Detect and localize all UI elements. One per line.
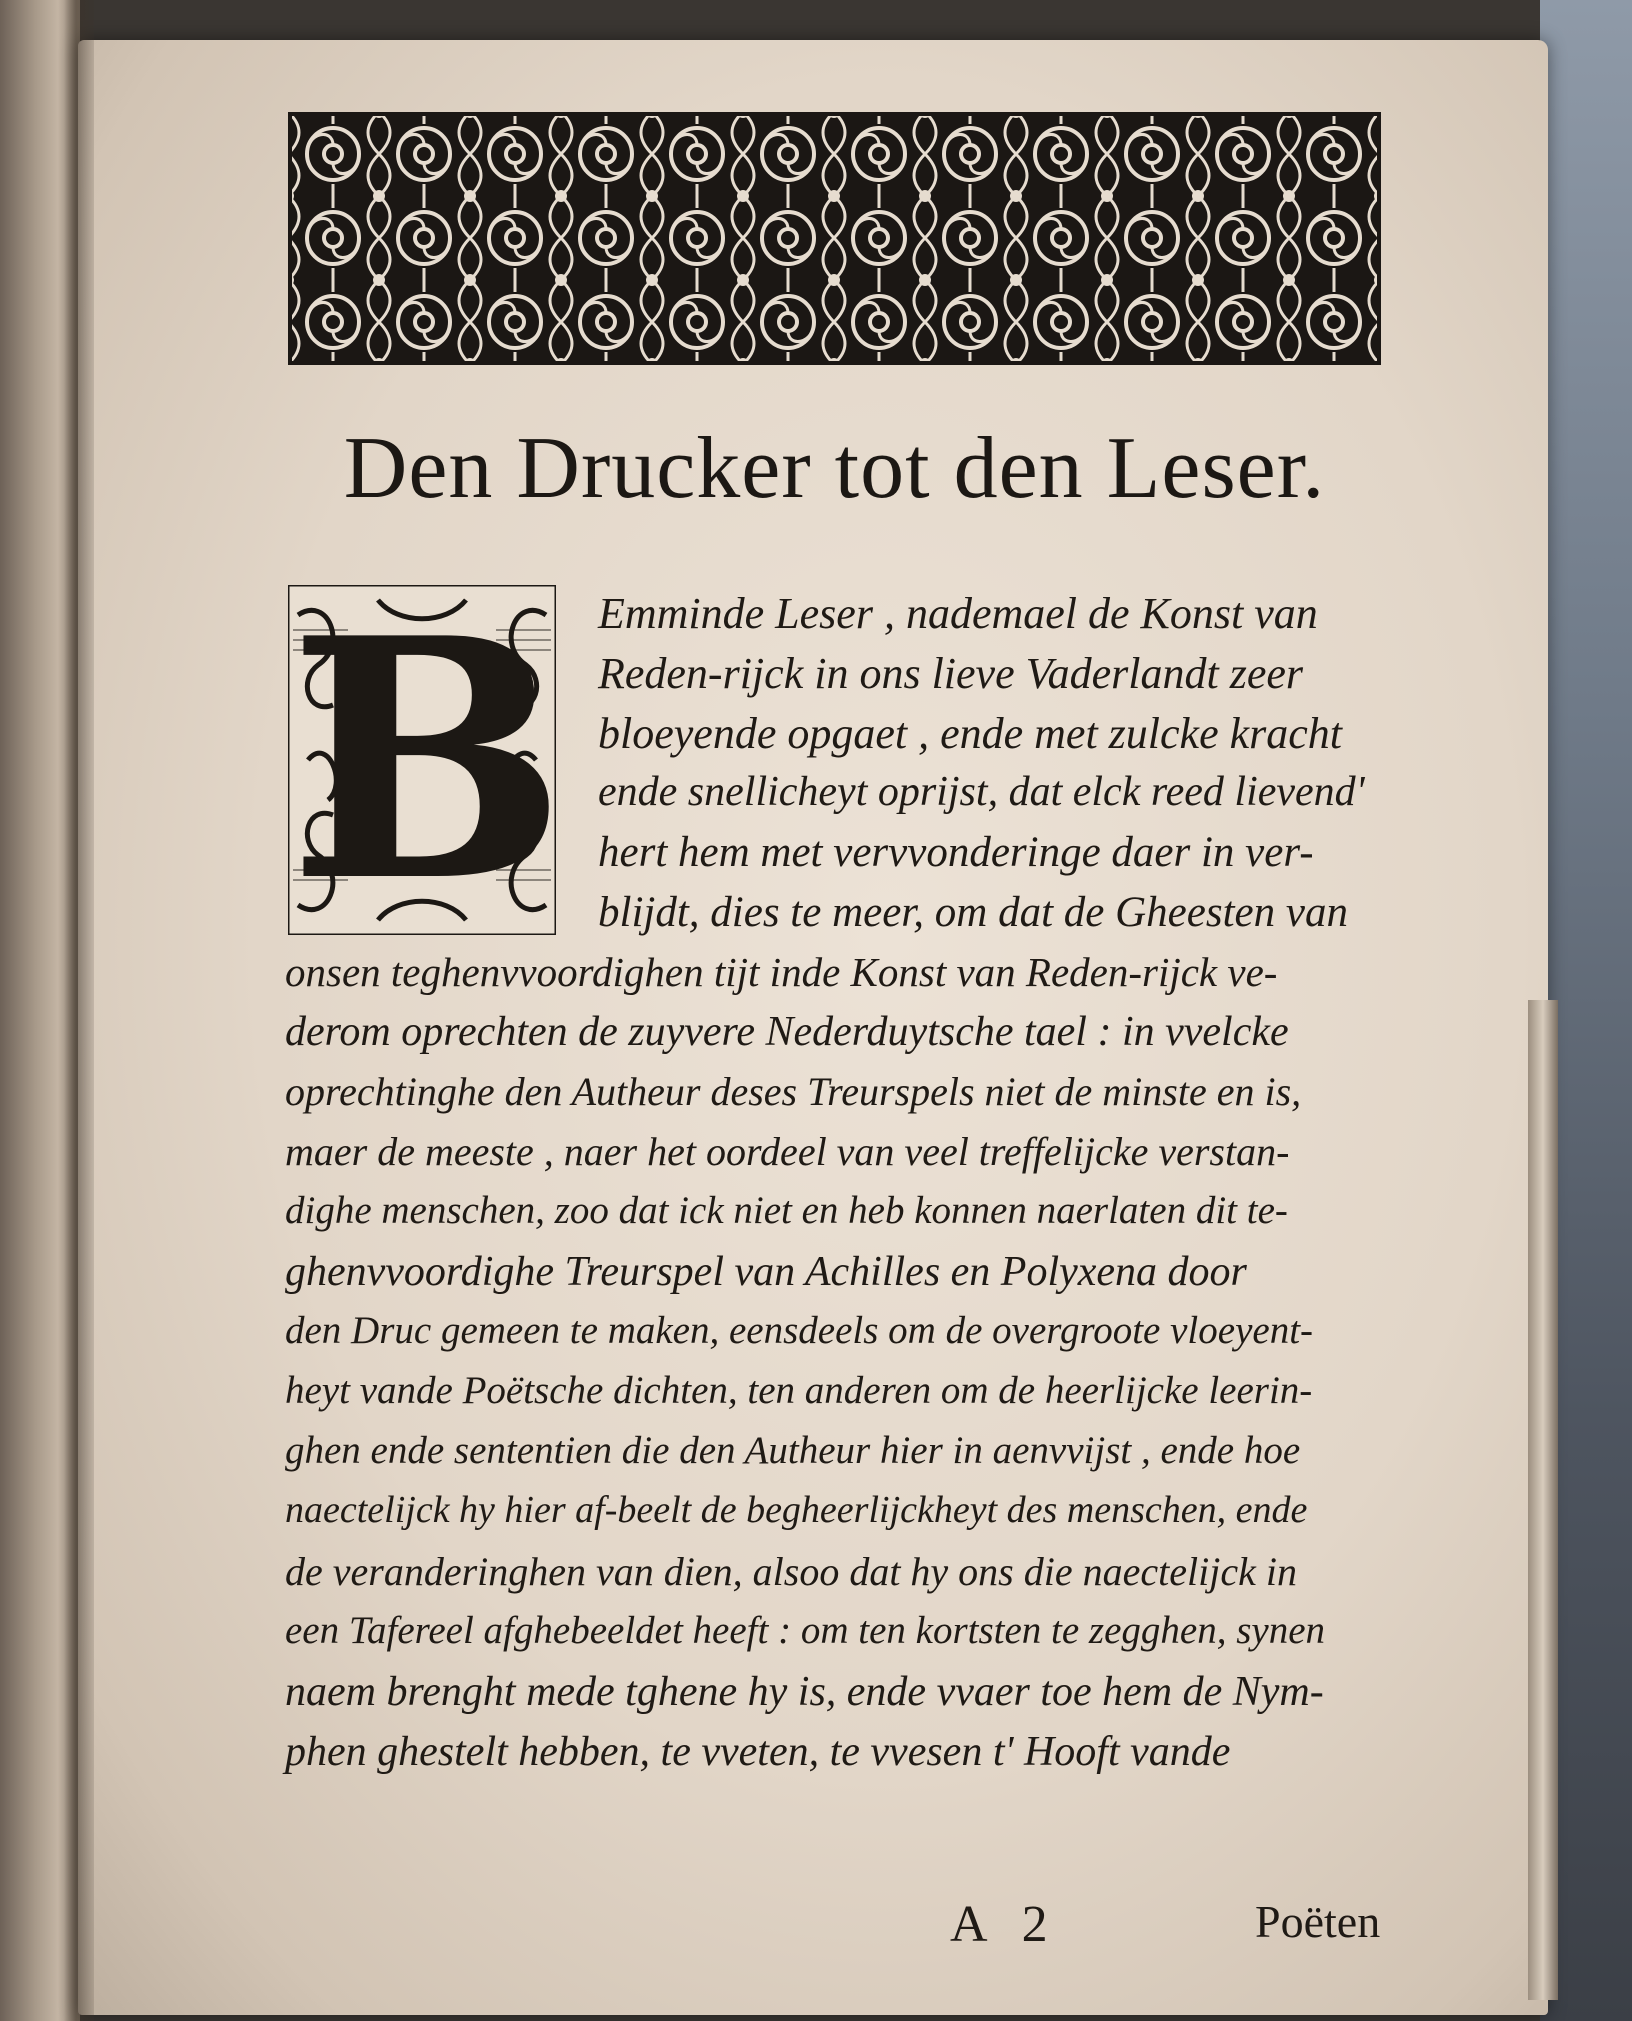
text-line-6: blijdt, dies te meer, om dat de Gheesten van: [598, 889, 1348, 936]
text-line-15: ghen ende sententien die den Autheur hier in aenvvijst , ende hoe: [285, 1429, 1301, 1472]
initial-letter-b: B: [288, 566, 567, 954]
text-line-4: ende snellicheyt oprijst, dat elck reed lievend': [598, 769, 1365, 815]
text-line-12: ghenvvoordighe Treurspel van Achilles en Polyxena door: [285, 1249, 1247, 1295]
text-line-8: derom oprechten de zuyvere Nederduytsche tael : in vvelcke: [285, 1009, 1289, 1055]
text-line-10: maer de meeste , naer het oordeel van veel treffelijcke verstan-: [285, 1129, 1290, 1174]
page-stack-edge: [1528, 1000, 1558, 2000]
text-line-1: Emminde Leser , nademael de Konst van: [598, 589, 1318, 638]
text-line-7: onsen teghenvvoordighen tijt inde Konst van Reden-rijck ve-: [285, 949, 1278, 995]
bleed-through-text: [520, 360, 1220, 420]
book-gutter: [58, 0, 94, 2021]
ornament-pattern-icon: [288, 112, 1381, 365]
text-line-11: dighe menschen, zoo dat ick niet en heb konnen naerlaten dit te-: [285, 1189, 1288, 1232]
text-line-5: hert hem met vervvonderinge daer in ver-: [598, 829, 1314, 876]
text-line-9: oprechtinghe den Autheur deses Treurspels niet de minste en is,: [285, 1069, 1302, 1114]
text-line-18: een Tafereel afghebeeldet heeft : om ten kortsten te zegghen, synen: [285, 1609, 1326, 1652]
text-line-3: bloeyende opgaet , ende met zulcke kracht: [598, 709, 1343, 758]
text-line-13: den Druc gemeen te maken, eensdeels om de overgroote vloeyent-: [285, 1309, 1314, 1352]
catchword: Poëten: [1255, 1896, 1381, 1947]
text-line-2: Reden-rijck in ons lieve Vaderlandt zeer: [598, 649, 1304, 698]
text-line-19: naem brenght mede tghene hy is, ende vvaer toe hem de Nym-: [285, 1669, 1324, 1715]
ornamental-header-band: [288, 112, 1381, 365]
text-line-16: naectelijck hy hier af-beelt de begheerlijckheyt des menschen, ende: [285, 1489, 1308, 1531]
text-line-14: heyt vande Poëtsche dichten, ten anderen om de heerlijcke leerin-: [285, 1369, 1313, 1412]
text-line-20: phen ghestelt hebben, te vveten, te vvesen t' Hooft vande: [285, 1729, 1231, 1775]
signature-mark: A 2: [950, 1896, 1060, 1953]
decorated-initial: [288, 566, 567, 954]
text-line-17: de veranderinghen van dien, alsoo dat hy ons die naectelijck in: [285, 1549, 1297, 1594]
page-heading: Den Drucker tot den Leser.: [343, 420, 1326, 517]
